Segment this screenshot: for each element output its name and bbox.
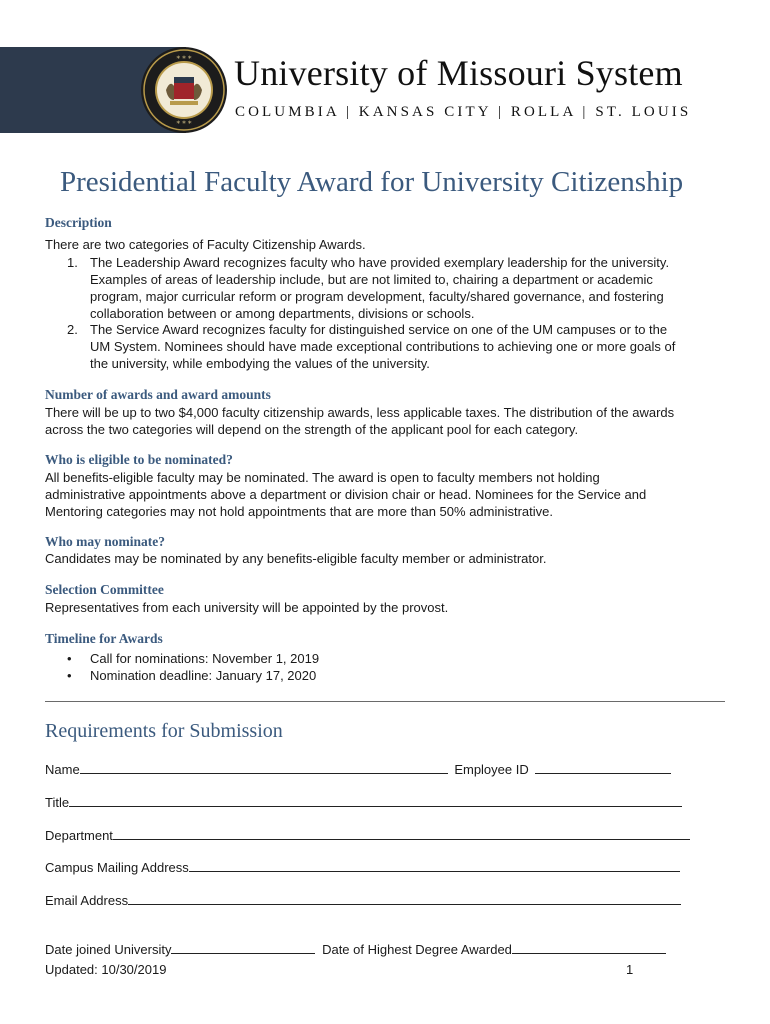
- department-field: [45, 827, 690, 843]
- section-heading-description: Description: [45, 215, 112, 230]
- awards-line: There will be up to two $4,000 faculty citizenship awards, less applicable taxes. The distribution of the awards: [45, 405, 675, 420]
- awards-line: across the two categories will depend on the strength of the applicant pool for each category.: [45, 422, 579, 437]
- title-blank[interactable]: [69, 794, 682, 807]
- footer-updated: Updated: 10/30/2019: [45, 962, 167, 977]
- eligible-line: Mentoring categories may not hold appointments that are more than 50% administrative.: [45, 504, 553, 519]
- eligible-line: All benefits-eligible faculty may be nominated. The award is open to faculty members not holding: [45, 470, 600, 485]
- bullet-icon: •: [67, 668, 72, 683]
- email-field: [45, 892, 681, 908]
- dates-field: [45, 941, 666, 957]
- department-label: Department: [45, 828, 113, 843]
- section-divider: [45, 701, 725, 702]
- mailing-address-blank[interactable]: [189, 859, 680, 872]
- timeline-item: Nomination deadline: January 17, 2020: [90, 668, 317, 683]
- date-joined-blank[interactable]: [171, 941, 315, 954]
- email-blank[interactable]: [128, 892, 681, 905]
- list-line: the university, while embodying the values of the university.: [90, 356, 430, 371]
- nominate-text: Candidates may be nominated by any benefits-eligible faculty member or administrator.: [45, 551, 547, 566]
- list-line: The Leadership Award recognizes faculty who have provided exemplary leadership for the university.: [90, 255, 670, 270]
- degree-date-label: Date of Highest Degree Awarded: [322, 942, 512, 957]
- mailing-address-field: [45, 859, 680, 875]
- section-heading-eligible: Who is eligible to be nominated?: [45, 452, 233, 467]
- org-name: University of Missouri System: [234, 53, 683, 93]
- list-line: Examples of areas of leadership include, but are not limited to, chairing a department or academic: [90, 272, 653, 287]
- svg-text:* * *: * * *: [176, 120, 192, 128]
- employee-id-label: Employee ID: [454, 762, 529, 777]
- degree-date-blank[interactable]: [512, 941, 666, 954]
- committee-text: Representatives from each university will be appointed by the provost.: [45, 600, 449, 615]
- employee-id-blank[interactable]: [535, 761, 671, 774]
- timeline-item: Call for nominations: November 1, 2019: [90, 651, 320, 666]
- page-number: 1: [626, 962, 634, 977]
- name-field: [45, 761, 671, 777]
- page-title: Presidential Faculty Award for University Citizenship: [60, 166, 684, 198]
- title-label: Title: [45, 795, 70, 810]
- section-heading-awards: Number of awards and award amounts: [45, 387, 271, 402]
- university-seal-logo: [140, 46, 228, 134]
- svg-text:* * *: * * *: [176, 55, 192, 63]
- section-heading-committee: Selection Committee: [45, 582, 164, 597]
- list-number: 2.: [67, 322, 78, 337]
- eligible-line: administrative appointments above a department or division chair or head. Nominees for the Service and: [45, 487, 647, 502]
- list-line: program, major curricular reform or program development, faculty/shared governance, and fostering: [90, 289, 664, 304]
- department-blank[interactable]: [113, 827, 690, 840]
- org-campuses: COLUMBIA | KANSAS CITY | ROLLA | ST. LOUIS: [235, 104, 692, 120]
- section-heading-timeline: Timeline for Awards: [45, 631, 163, 646]
- date-joined-label: Date joined University: [45, 942, 172, 957]
- email-label: Email Address: [45, 893, 129, 908]
- name-label: Name: [45, 762, 80, 777]
- list-line: The Service Award recognizes faculty for distinguished service on one of the UM campuses or to the: [90, 322, 668, 337]
- description-intro: There are two categories of Faculty Citizenship Awards.: [45, 237, 366, 252]
- list-number: 1.: [67, 255, 78, 270]
- mailing-address-label: Campus Mailing Address: [45, 860, 189, 875]
- bullet-icon: •: [67, 651, 72, 666]
- requirements-heading: Requirements for Submission: [45, 720, 283, 742]
- title-field: [45, 794, 682, 810]
- list-line: UM System. Nominees should have made exceptional contributions to achieving one or more goals of: [90, 339, 676, 354]
- section-heading-nominate: Who may nominate?: [45, 534, 166, 549]
- name-blank[interactable]: [80, 761, 448, 774]
- list-line: collaboration between or among departments, divisions or schools.: [90, 306, 475, 321]
